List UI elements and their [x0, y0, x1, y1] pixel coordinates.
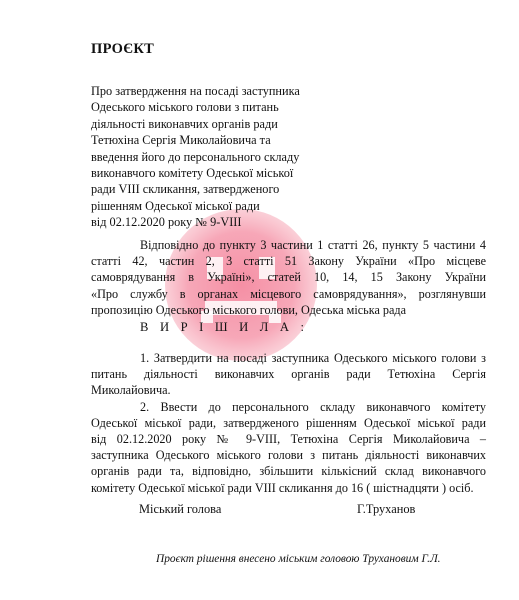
resolution-items [91, 350, 486, 496]
signature-title: Міський голова [139, 502, 222, 516]
item-line: комітету Одеської міської ради VIII скликання до 16 ( шістнадцяти ) осіб. [91, 480, 474, 495]
subject-line: Тетюхіна Сергія Миколайовича та [91, 133, 271, 148]
subject-line: виконавчого комітету Одеської міської [91, 166, 294, 181]
subject-line: від 02.12.2020 року № 9-VIII [91, 215, 242, 230]
subject-line: ради VIII скликання, затвердженого [91, 182, 280, 197]
item-line: від 02.12.2020 року № 9-VIII, Тетюхіна Сергія Миколайовича – [91, 432, 486, 447]
subject-line: рішенням Одеської міської ради [91, 198, 260, 213]
item-line: Миколайовича. [91, 383, 171, 398]
preamble-line: пропозицію Одеського міського голови, Одеська міська рада [91, 302, 407, 317]
item-line: Одеської міської ради, затвердженого рішенням Одеської міської ради [91, 415, 486, 430]
decision-subject [91, 83, 311, 231]
preamble-paragraph [91, 237, 486, 318]
item-line: заступника Одеського міського голови з питань діяльності виконавчих [91, 448, 486, 463]
preamble-line: Відповідно до пункту 3 частини 1 статті 26, пункту 5 частини 4 [140, 238, 486, 252]
preamble-line: статті 42, частин 2, 3 статті 51 Закону України «Про місцеве [91, 254, 486, 269]
item-line: питань діяльності виконавчих органів ради Тетюхіна Сергія [91, 367, 486, 382]
document-title: ПРОЄКТ [91, 41, 155, 57]
preamble-line: «Про службу в органах місцевого самоврядування», розглянувши [91, 286, 486, 301]
subject-line: Про затвердження на посаді заступника [91, 84, 300, 98]
item-line: 1. Затвердити на посаді заступника Одеського міського голови з [140, 351, 486, 365]
subject-line: діяльності виконавчих органів ради [91, 116, 278, 131]
resolution-item-2 [91, 399, 486, 496]
subject-line: Одеського міського голови з питань [91, 100, 279, 115]
resolution-item-1 [91, 350, 486, 399]
item-line: органів ради та, відповідно, збільшити кількісний склад виконавчого [91, 464, 486, 479]
preamble-line: самоврядування в Україні», статей 10, 14, 15 Закону України [91, 270, 486, 285]
decided-heading: В И Р І Ш И Л А : [140, 320, 309, 334]
item-line: 2. Ввести до персонального складу виконавчого комітету [140, 399, 486, 414]
footer-note: Проєкт рішення внесено міським головою Трухановим Г.Л. [156, 553, 441, 565]
subject-line: введення його до персонального складу [91, 149, 300, 164]
signature-name: Г.Труханов [357, 502, 416, 516]
